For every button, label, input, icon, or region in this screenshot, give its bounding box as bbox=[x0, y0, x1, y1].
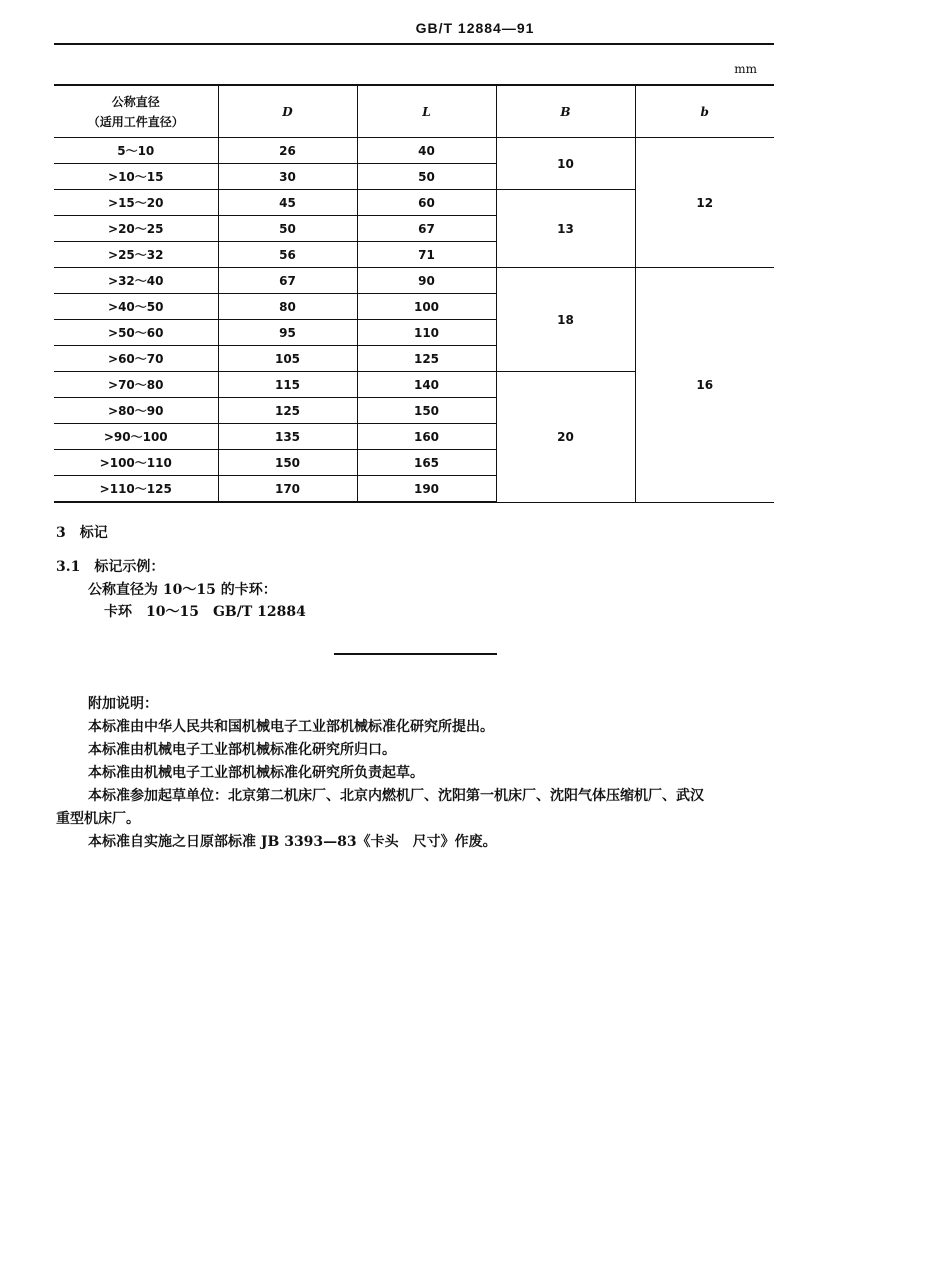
cell-D: 105 bbox=[218, 346, 357, 372]
table-header-row bbox=[54, 85, 774, 138]
cell-range: >60～70 bbox=[54, 346, 218, 372]
cell-range: 5～10 bbox=[54, 138, 218, 164]
cell-L: 140 bbox=[357, 372, 496, 398]
cell-range: >32～40 bbox=[54, 268, 218, 294]
notes-paragraph: 本标准参加起草单位：北京第二机床厂、北京内燃机厂、沈阳第一机床厂、沈阳气体压缩机厂、武汉 bbox=[88, 788, 704, 804]
cell-D: 45 bbox=[218, 190, 357, 216]
cell-D: 150 bbox=[218, 450, 357, 476]
cell-range: >70～80 bbox=[54, 372, 218, 398]
cell-D: 95 bbox=[218, 320, 357, 346]
col-header-nominal-line1: 公称直径 bbox=[111, 94, 160, 109]
cell-D: 56 bbox=[218, 242, 357, 268]
cell-range: >20～25 bbox=[54, 216, 218, 242]
col-header-nominal bbox=[54, 85, 218, 138]
notes-paragraph: 本标准由中华人民共和国机械电子工业部机械标准化研究所提出。 bbox=[88, 719, 494, 735]
cell-b-group: 12 bbox=[635, 138, 774, 268]
cell-range: >90～100 bbox=[54, 424, 218, 450]
cell-D: 67 bbox=[218, 268, 357, 294]
table-unit: mm bbox=[734, 62, 757, 76]
cell-D: 80 bbox=[218, 294, 357, 320]
cell-L: 165 bbox=[357, 450, 496, 476]
col-header-b: b bbox=[635, 85, 774, 138]
cell-D: 115 bbox=[218, 372, 357, 398]
cell-L: 50 bbox=[357, 164, 496, 190]
cell-L: 150 bbox=[357, 398, 496, 424]
cell-L: 60 bbox=[357, 190, 496, 216]
notes-paragraph: 本标准由机械电子工业部机械标准化研究所归口。 bbox=[88, 742, 396, 758]
cell-range: >50～60 bbox=[54, 320, 218, 346]
cell-D: 50 bbox=[218, 216, 357, 242]
col-header-L: L bbox=[357, 85, 496, 138]
cell-B-group: 10 bbox=[496, 138, 635, 190]
cell-L: 71 bbox=[357, 242, 496, 268]
table-row bbox=[54, 268, 774, 294]
notes-paragraph-continued: 重型机床厂。 bbox=[56, 811, 140, 827]
marking-example-description: 公称直径为 10～15 的卡环： bbox=[88, 582, 277, 598]
notes-paragraph: 本标准自实施之日原部标准 JB 3393—83《卡头 尺寸》作废。 bbox=[88, 834, 497, 850]
cell-L: 110 bbox=[357, 320, 496, 346]
cell-B-group: 13 bbox=[496, 190, 635, 268]
table-row bbox=[54, 138, 774, 164]
cell-L: 90 bbox=[357, 268, 496, 294]
cell-L: 160 bbox=[357, 424, 496, 450]
section-3-1-title: 3.1 标记示例： bbox=[56, 559, 165, 575]
cell-B-group: 20 bbox=[496, 372, 635, 503]
col-header-nominal-line2: （适用工件直径） bbox=[87, 114, 184, 129]
marking-example: 卡环 10～15 GB/T 12884 bbox=[104, 604, 306, 620]
cell-L: 125 bbox=[357, 346, 496, 372]
cell-b-group: 16 bbox=[635, 268, 774, 503]
cell-L: 100 bbox=[357, 294, 496, 320]
cell-L: 67 bbox=[357, 216, 496, 242]
notes-paragraph: 本标准由机械电子工业部机械标准化研究所负责起草。 bbox=[88, 765, 424, 781]
cell-D: 26 bbox=[218, 138, 357, 164]
standard-code-header: GB/T 12884—91 bbox=[415, 20, 535, 36]
cell-range: >100～110 bbox=[54, 450, 218, 476]
cell-D: 30 bbox=[218, 164, 357, 190]
dimension-table bbox=[54, 84, 774, 503]
notes-heading: 附加说明： bbox=[88, 696, 158, 712]
section-3-title: 3 标记 bbox=[56, 525, 108, 541]
header-rule bbox=[54, 43, 774, 45]
cell-range: >25～32 bbox=[54, 242, 218, 268]
cell-L: 40 bbox=[357, 138, 496, 164]
col-header-D: D bbox=[218, 85, 357, 138]
cell-B-group: 18 bbox=[496, 268, 635, 372]
cell-D: 135 bbox=[218, 424, 357, 450]
section-divider bbox=[334, 653, 497, 655]
cell-range: >10～15 bbox=[54, 164, 218, 190]
cell-range: >110～125 bbox=[54, 476, 218, 503]
col-header-B: B bbox=[496, 85, 635, 138]
cell-D: 170 bbox=[218, 476, 357, 503]
cell-D: 125 bbox=[218, 398, 357, 424]
cell-range: >15～20 bbox=[54, 190, 218, 216]
cell-range: >80～90 bbox=[54, 398, 218, 424]
cell-range: >40～50 bbox=[54, 294, 218, 320]
cell-L: 190 bbox=[357, 476, 496, 503]
